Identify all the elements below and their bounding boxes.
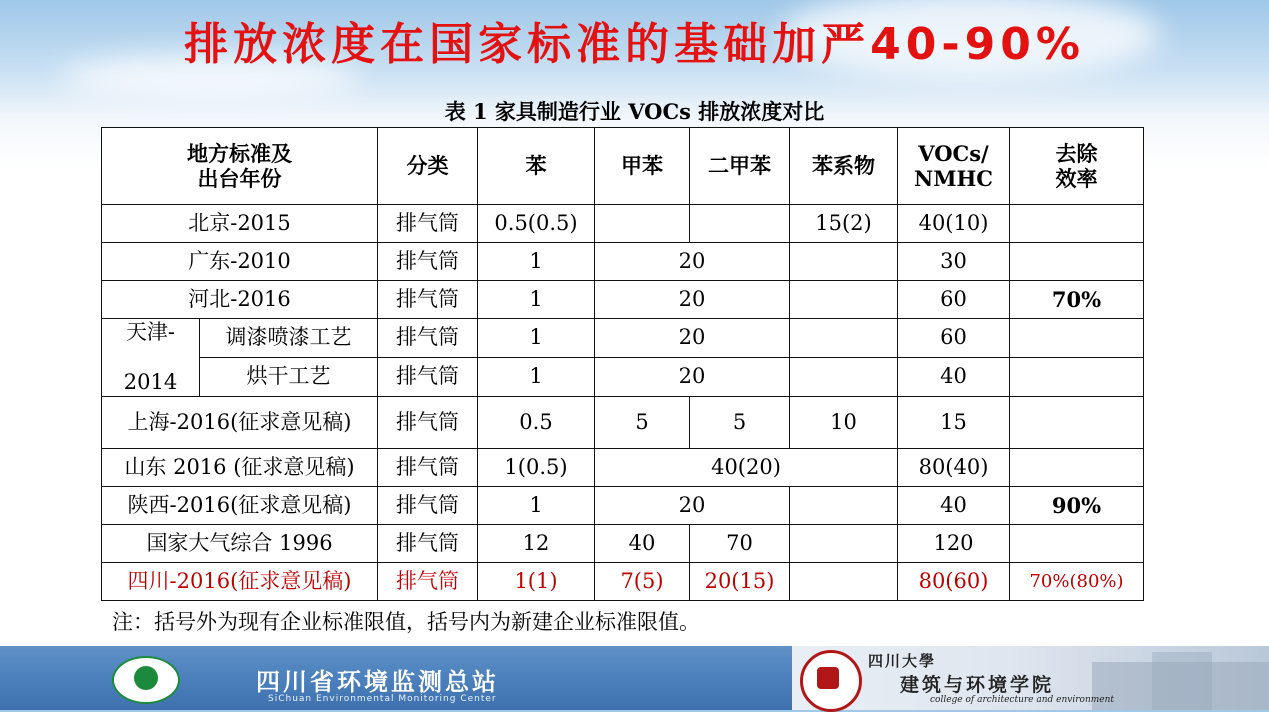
org-name-en: SiChuan Environmental Monitoring Center — [268, 694, 497, 704]
cell-region: 上海-2016(征求意见稿) — [102, 397, 378, 449]
cell-removal — [1010, 525, 1144, 563]
table-note: 注：括号外为现有企业标准限值，括号内为新建企业标准限值。 — [112, 610, 700, 634]
cell-benzene: 1 — [478, 358, 595, 397]
cell-benzene: 12 — [478, 525, 595, 563]
cell-vocs: 40 — [898, 487, 1010, 525]
cell-removal: 90% — [1010, 487, 1144, 525]
table-row — [102, 319, 1144, 358]
cell-benzene: 0.5 — [478, 397, 595, 449]
cell-removal — [1010, 397, 1144, 449]
cell-vocs: 80(60) — [898, 563, 1010, 601]
cell-category: 排气筒 — [378, 563, 478, 601]
header-benzene-series: 苯系物 — [790, 128, 898, 205]
table-row-highlight — [102, 563, 1144, 601]
environment-monitoring-logo-icon — [112, 656, 180, 704]
cell-vocs: 40 — [898, 358, 1010, 397]
cell-toluene: 7(5) — [595, 563, 690, 601]
cell-removal — [1010, 243, 1144, 281]
cell-category: 排气筒 — [378, 319, 478, 358]
cell-xylene: 5 — [690, 397, 790, 449]
cell-removal — [1010, 205, 1144, 243]
table-row — [102, 397, 1144, 449]
university-name: 四川大學 — [868, 652, 937, 670]
cell-benzene: 1 — [478, 487, 595, 525]
cell-benzene-series — [790, 319, 898, 358]
cell-category: 排气筒 — [378, 205, 478, 243]
table-row — [102, 449, 1144, 487]
cell-vocs: 40(10) — [898, 205, 1010, 243]
cell-vocs: 80(40) — [898, 449, 1010, 487]
cell-benzene-series — [790, 243, 898, 281]
cell-benzene: 1 — [478, 243, 595, 281]
cell-region: 河北-2016 — [102, 281, 378, 319]
cell-removal: 70%(80%) — [1010, 563, 1144, 601]
cell-benzene: 1 — [478, 281, 595, 319]
cell-process: 调漆喷漆工艺 — [200, 319, 378, 358]
table-row — [102, 281, 1144, 319]
university-seal-icon — [800, 650, 862, 712]
cell-benzene: 1(1) — [478, 563, 595, 601]
cell-toluene: 5 — [595, 397, 690, 449]
cell-benzene-series — [790, 358, 898, 397]
cell-xylene: 70 — [690, 525, 790, 563]
cell-xylene: 20(15) — [690, 563, 790, 601]
cell-toluene-xylene: 20 — [595, 281, 790, 319]
cell-removal — [1010, 319, 1144, 358]
cell-region: 北京-2015 — [102, 205, 378, 243]
cell-removal: 70% — [1010, 281, 1144, 319]
cell-benzene-series — [790, 525, 898, 563]
header-region: 地方标准及 出台年份 — [102, 128, 378, 205]
cell-category: 排气筒 — [378, 397, 478, 449]
table-row — [102, 205, 1144, 243]
cell-category: 排气筒 — [378, 358, 478, 397]
cell-benzene-series — [790, 281, 898, 319]
cell-region: 陕西-2016(征求意见稿) — [102, 487, 378, 525]
college-name-en: college of architecture and environment — [930, 695, 1115, 705]
cell-benzene-series: 10 — [790, 397, 898, 449]
table-row — [102, 358, 1144, 397]
cell-toluene: 40 — [595, 525, 690, 563]
cell-toluene-xylene-series: 40(20) — [595, 449, 898, 487]
cell-vocs: 30 — [898, 243, 1010, 281]
college-name: 建筑与环境学院 — [900, 674, 1055, 696]
table-row — [102, 487, 1144, 525]
org-name: 四川省环境监测总站 — [256, 668, 499, 696]
cell-category: 排气筒 — [378, 449, 478, 487]
page-title: 排放浓度在国家标准的基础加严40-90% — [184, 19, 1085, 70]
cell-toluene-xylene: 20 — [595, 487, 790, 525]
cell-benzene: 1(0.5) — [478, 449, 595, 487]
header-category: 分类 — [378, 128, 478, 205]
cell-category: 排气筒 — [378, 525, 478, 563]
table-header-row — [102, 128, 1144, 205]
cell-vocs: 60 — [898, 281, 1010, 319]
cell-xylene — [690, 205, 790, 243]
header-removal: 去除 效率 — [1010, 128, 1144, 205]
cell-category: 排气筒 — [378, 243, 478, 281]
cell-toluene-xylene: 20 — [595, 358, 790, 397]
cell-category: 排气筒 — [378, 487, 478, 525]
cell-region: 四川-2016(征求意见稿) — [102, 563, 378, 601]
cell-toluene-xylene: 20 — [595, 243, 790, 281]
table-caption: 表 1 家具制造行业 VOCs 排放浓度对比 — [444, 99, 825, 124]
cell-toluene-xylene: 20 — [595, 319, 790, 358]
cell-vocs: 120 — [898, 525, 1010, 563]
cell-region: 国家大气综合 1996 — [102, 525, 378, 563]
cell-category: 排气筒 — [378, 281, 478, 319]
building-silhouette — [1152, 652, 1212, 710]
cell-vocs: 15 — [898, 397, 1010, 449]
cell-process: 烘干工艺 — [200, 358, 378, 397]
cell-benzene-series — [790, 563, 898, 601]
cell-removal — [1010, 358, 1144, 397]
table-row — [102, 525, 1144, 563]
cell-toluene — [595, 205, 690, 243]
cell-benzene: 0.5(0.5) — [478, 205, 595, 243]
emission-comparison-table — [101, 127, 1144, 601]
cell-removal — [1010, 449, 1144, 487]
cell-benzene: 1 — [478, 319, 595, 358]
cell-region: 广东-2010 — [102, 243, 378, 281]
header-vocs: VOCs/ NMHC — [898, 128, 1010, 205]
header-toluene: 甲苯 — [595, 128, 690, 205]
header-xylene: 二甲苯 — [690, 128, 790, 205]
header-benzene: 苯 — [478, 128, 595, 205]
cell-vocs: 60 — [898, 319, 1010, 358]
cell-region: 山东 2016 (征求意见稿) — [102, 449, 378, 487]
cell-benzene-series: 15(2) — [790, 205, 898, 243]
cell-region-tianjin: 天津- 2014 — [102, 319, 200, 397]
table-row — [102, 243, 1144, 281]
cell-benzene-series — [790, 487, 898, 525]
